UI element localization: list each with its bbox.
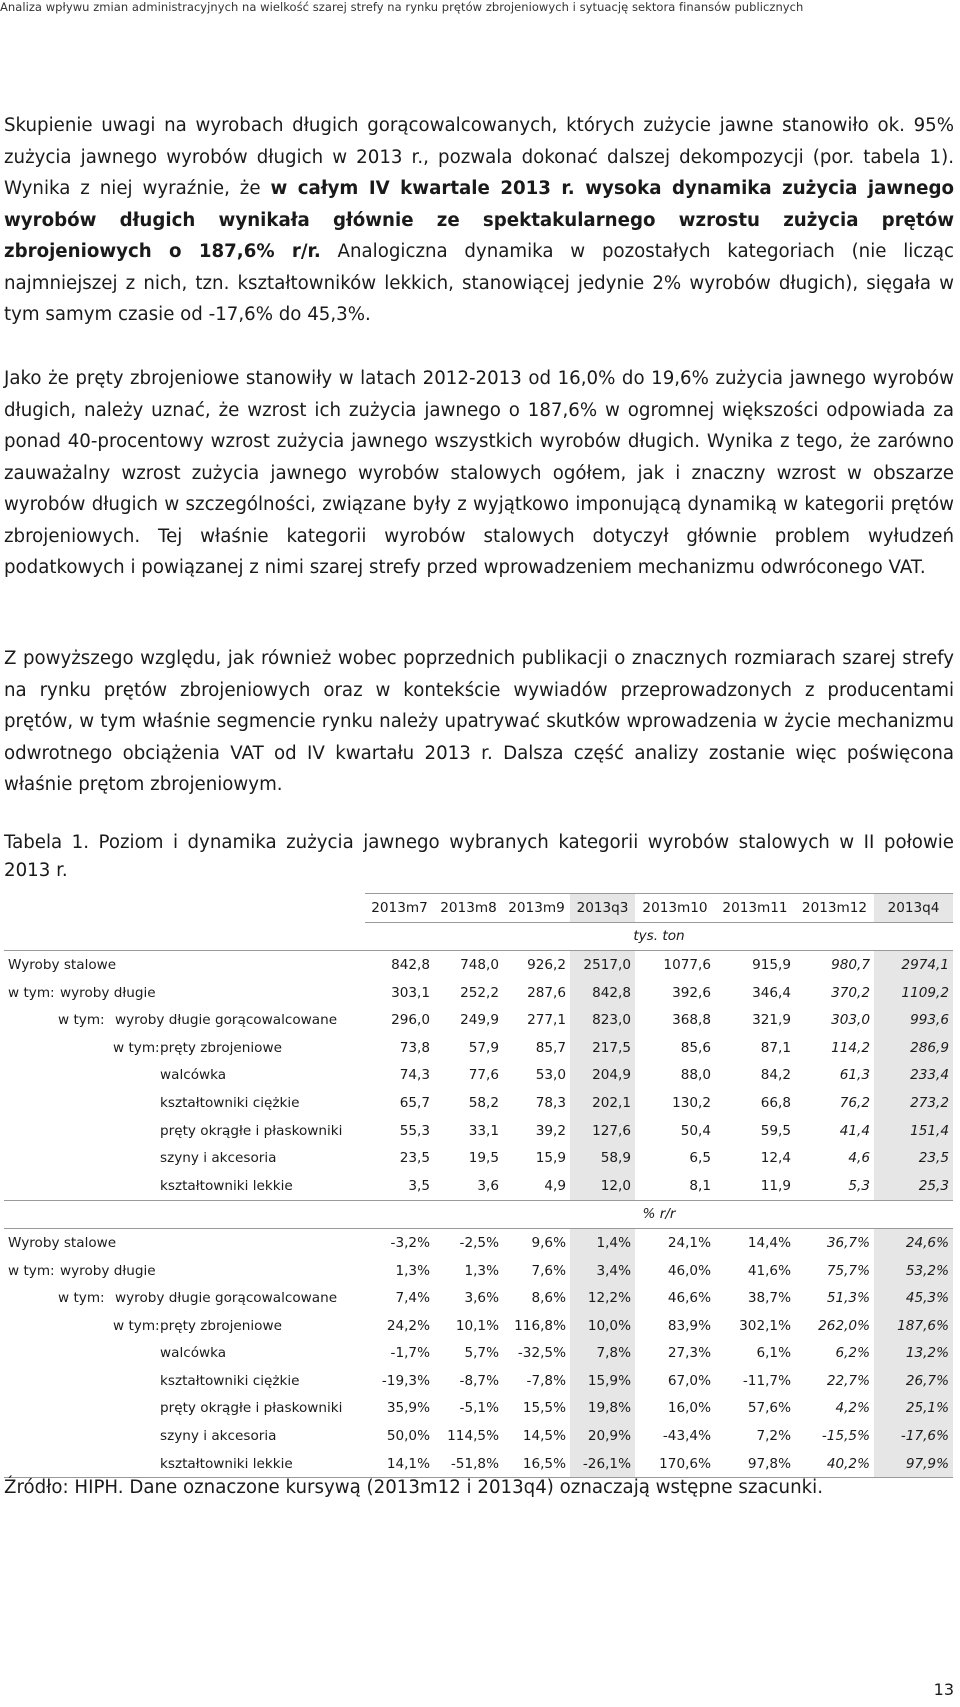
table-cell: 83,9% xyxy=(667,1317,711,1334)
row-prefix: w tym: xyxy=(8,984,55,1001)
table-cell: 842,8 xyxy=(570,979,635,1007)
running-header: Analiza wpływu zmian administracyjnych na wielkość szarej strefy na rynku prętów zbrojeniowych i sytuację sektora finansów publicznych xyxy=(0,0,804,14)
table-cell: 1109,2 xyxy=(874,979,953,1007)
table-cell: 65,7 xyxy=(399,1094,430,1111)
data-table-body xyxy=(4,894,953,1478)
table-cell: 25,1% xyxy=(874,1395,953,1423)
row-label: Wyroby stalowe xyxy=(8,956,117,973)
table-cell: 170,6% xyxy=(635,1450,715,1478)
table-cell: 252,2 xyxy=(460,984,499,1001)
table-cell: 12,4 xyxy=(760,1150,791,1167)
table-cell: 4,6 xyxy=(848,1150,870,1167)
table-cell: 14,1% xyxy=(365,1450,434,1478)
table-cell: -32,5% xyxy=(517,1345,566,1362)
table-cell: 3,4% xyxy=(570,1257,635,1285)
table-cell: 53,2% xyxy=(874,1257,953,1285)
table-cell: 87,1 xyxy=(760,1039,791,1056)
table-cell: 5,7% xyxy=(464,1345,499,1362)
table-cell: 273,2 xyxy=(874,1089,953,1117)
row-label-wrap xyxy=(8,1284,361,1312)
row-label-wrap xyxy=(8,1172,361,1200)
row-label: walcówka xyxy=(160,1067,227,1084)
table-cell: 204,9 xyxy=(570,1062,635,1090)
row-prefix: w tym: xyxy=(8,1262,55,1279)
row-label-cell xyxy=(4,1172,365,1200)
table-cell: 50,0% xyxy=(386,1428,430,1445)
row-label-cell xyxy=(4,1006,365,1034)
table-cell: -17,6% xyxy=(874,1422,953,1450)
table-cell: 116,8% xyxy=(514,1317,566,1334)
table-cell: 36,7% xyxy=(826,1234,870,1251)
table-cell: 3,6% xyxy=(464,1290,499,1307)
table-row xyxy=(4,1089,953,1117)
row-label: pręty zbrojeniowe xyxy=(160,1039,282,1056)
row-label: wyroby długie gorącowalcowane xyxy=(115,1290,338,1307)
row-label-cell xyxy=(4,951,365,979)
table-cell: 7,2% xyxy=(756,1428,791,1445)
table-cell: 13,2% xyxy=(874,1340,953,1368)
table-cell: 78,3 xyxy=(535,1094,566,1111)
row-label-cell xyxy=(4,1229,365,1257)
table-cell: 7,8% xyxy=(570,1340,635,1368)
table-cell: 10,1% xyxy=(455,1317,499,1334)
table-cell: 7,4% xyxy=(395,1290,430,1307)
paragraph-1-text-a: Skupienie uwagi na wyrobach długich gorącowalcowanych, których zużycie jawne stanowiło ok. 95% zużycia jawnego wyrobów długich w 2013 r., pozwala dokonać dalszej dekompozycji (por. tabela 1). Wynika z niej wyraźnie, że xyxy=(4,115,954,199)
table-cell: 980,7 xyxy=(831,956,870,973)
table-cell: 11,9 xyxy=(715,1172,795,1200)
table-cell: 58,2 xyxy=(468,1094,499,1111)
table-cell: 53,0 xyxy=(535,1067,566,1084)
table-cell: 3,5 xyxy=(365,1172,434,1200)
table-cell: 842,8 xyxy=(391,956,430,973)
table-cell: 33,1 xyxy=(468,1122,499,1139)
row-label-cell xyxy=(4,1089,365,1117)
row-label-cell xyxy=(4,1284,365,1312)
row-label: kształtowniki lekkie xyxy=(160,1177,293,1194)
table-cell: 24,1% xyxy=(667,1234,711,1251)
unit-label: % r/r xyxy=(365,1200,953,1229)
table-cell: 286,9 xyxy=(874,1034,953,1062)
table-row xyxy=(4,1229,953,1257)
table-cell: 368,8 xyxy=(672,1012,711,1029)
row-label-cell xyxy=(4,1117,365,1145)
table-cell: -5,1% xyxy=(459,1400,499,1417)
table-cell: 20,9% xyxy=(570,1422,635,1450)
row-label: wyroby długie xyxy=(60,984,156,1001)
row-label: kształtowniki lekkie xyxy=(160,1455,293,1472)
row-label-wrap xyxy=(8,1006,361,1034)
table-cell: 926,2 xyxy=(527,956,566,973)
table-cell: 823,0 xyxy=(570,1006,635,1034)
table-header-row xyxy=(4,894,953,923)
table-cell: 26,7% xyxy=(874,1367,953,1395)
table-cell: 27,3% xyxy=(667,1345,711,1362)
table-cell: 16,0% xyxy=(667,1400,711,1417)
table-cell: 23,5 xyxy=(399,1150,430,1167)
row-label-wrap xyxy=(8,1450,361,1478)
table-cell: 14,5% xyxy=(522,1428,566,1445)
table-cell: 187,6% xyxy=(874,1312,953,1340)
table-cell: 130,2 xyxy=(672,1094,711,1111)
table-cell: 915,9 xyxy=(752,956,791,973)
table-cell: 303,0 xyxy=(831,1012,870,1029)
row-label-wrap xyxy=(8,1340,361,1368)
column-header: 2013m11 xyxy=(715,894,795,923)
unit-row-spacer xyxy=(4,922,365,951)
table-cell: 22,7% xyxy=(826,1372,870,1389)
row-label-wrap xyxy=(8,1117,361,1145)
table-cell: 97,8% xyxy=(715,1450,795,1478)
table-cell: -26,1% xyxy=(570,1450,635,1478)
row-label-cell xyxy=(4,1340,365,1368)
column-header: 2013m7 xyxy=(365,894,434,923)
table-cell: 15,9% xyxy=(570,1367,635,1395)
table-cell: 61,3 xyxy=(839,1067,870,1084)
table-header-empty xyxy=(4,894,365,923)
table-cell: 25,3 xyxy=(874,1172,953,1200)
table-row xyxy=(4,1062,953,1090)
row-label-cell xyxy=(4,1062,365,1090)
table-row xyxy=(4,1450,953,1478)
table-cell: 1077,6 xyxy=(663,956,711,973)
table-cell: 296,0 xyxy=(391,1012,430,1029)
table-cell: 45,3% xyxy=(874,1284,953,1312)
unit-label: tys. ton xyxy=(365,922,953,951)
table-cell: 287,6 xyxy=(527,984,566,1001)
table-row xyxy=(4,979,953,1007)
table-cell: 67,0% xyxy=(667,1372,711,1389)
column-header: 2013m9 xyxy=(503,894,570,923)
column-header: 2013q3 xyxy=(570,894,635,923)
row-label-cell xyxy=(4,1395,365,1423)
table-cell: 50,4 xyxy=(680,1122,711,1139)
table-cell: -7,8% xyxy=(526,1372,566,1389)
table-cell: 88,0 xyxy=(680,1067,711,1084)
table-row xyxy=(4,1117,953,1145)
row-label-cell xyxy=(4,1450,365,1478)
table-cell: 14,4% xyxy=(747,1234,791,1251)
table-cell: -1,7% xyxy=(390,1345,430,1362)
table-cell: 3,6 xyxy=(434,1172,503,1200)
paragraph-3: Z powyższego względu, jak również wobec poprzednich publikacji o znacznych rozmiarach szarej strefy na rynku prętów zbrojeniowych oraz w kontekście wywiadów przeprowadzonych z producentami prętów, w tym właśnie segmencie rynku należy upatrywać skutków wprowadzenia w życie mechanizmu odwrotnego obciążenia VAT od IV kwartału 2013 r. Dalsza część analizy zostanie więc poświęcona właśnie prętom zbrojeniowym. xyxy=(4,648,954,795)
table-cell: -11,7% xyxy=(742,1372,791,1389)
row-label-wrap xyxy=(8,1229,361,1257)
table-cell: 6,5 xyxy=(689,1150,711,1167)
paragraph-1 xyxy=(4,110,954,331)
row-label-wrap xyxy=(8,1395,361,1423)
table-cell: 8,1 xyxy=(635,1172,715,1200)
table-row xyxy=(4,1034,953,1062)
row-label-wrap xyxy=(8,1422,361,1450)
table-cell: 19,8% xyxy=(570,1395,635,1423)
table-cell: 77,6 xyxy=(468,1067,499,1084)
table-cell: 76,2 xyxy=(839,1094,870,1111)
data-table xyxy=(4,893,953,1478)
page-number: 13 xyxy=(933,1680,954,1699)
table-row xyxy=(4,1257,953,1285)
unit-row-dynamics xyxy=(4,1200,953,1229)
table-row xyxy=(4,1284,953,1312)
table-cell: 392,6 xyxy=(672,984,711,1001)
column-header: 2013m8 xyxy=(434,894,503,923)
table-cell: 277,1 xyxy=(527,1012,566,1029)
table-cell: 58,9 xyxy=(570,1144,635,1172)
table-cell: 12,2% xyxy=(570,1284,635,1312)
table-cell: 84,2 xyxy=(760,1067,791,1084)
row-label: wyroby długie gorącowalcowane xyxy=(115,1012,338,1029)
unit-row-levels xyxy=(4,922,953,951)
table-cell: 16,5% xyxy=(503,1450,570,1478)
table-cell: 302,1% xyxy=(739,1317,791,1334)
table-row xyxy=(4,1367,953,1395)
table-row xyxy=(4,1312,953,1340)
table-cell: 202,1 xyxy=(570,1089,635,1117)
table-cell: 19,5 xyxy=(468,1150,499,1167)
table-cell: 346,4 xyxy=(752,984,791,1001)
table-cell: 23,5 xyxy=(874,1144,953,1172)
table-cell: 5,3 xyxy=(795,1172,874,1200)
paragraph-1-bold-text: w całym IV kwartale 2013 r. wysoka dynamika zużycia jawnego wyrobów długich wynikała głównie ze spektakularnego wzrostu zużycia prętów zbrojeniowych o 187,6% r/r. xyxy=(4,178,954,262)
row-label-wrap xyxy=(8,1312,361,1340)
row-prefix: w tym: xyxy=(58,1012,105,1029)
table-cell: 41,4 xyxy=(839,1122,870,1139)
table-cell: 262,0% xyxy=(818,1317,870,1334)
table-cell: 75,7% xyxy=(826,1262,870,1279)
table-cell: 114,5% xyxy=(447,1428,499,1445)
source-note: Źródło: HIPH. Dane oznaczone kursywą (2013m12 i 2013q4) oznaczają wstępne szacunki. xyxy=(4,1477,823,1498)
row-label-cell xyxy=(4,1422,365,1450)
row-label: Wyroby stalowe xyxy=(8,1234,117,1251)
paragraph-1-text-c: Analogiczna dynamika w pozostałych kategoriach (nie licząc najmniejszej z nich, tzn. kształtowników lekkich, stanowiącej jedynie 2% wyrobów długich), sięgała w tym samym czasie od -17,6% do 45,3%. xyxy=(4,241,955,325)
table-cell: -3,2% xyxy=(390,1234,430,1251)
row-label-wrap xyxy=(8,1257,361,1285)
table-cell: -2,5% xyxy=(459,1234,499,1251)
table-cell: 73,8 xyxy=(399,1039,430,1056)
table-cell: 35,9% xyxy=(386,1400,430,1417)
table-cell: 748,0 xyxy=(460,956,499,973)
row-label-wrap xyxy=(8,1144,361,1172)
table-cell: 114,2 xyxy=(831,1039,870,1056)
table-cell: 370,2 xyxy=(831,984,870,1001)
table-cell: 12,0 xyxy=(570,1172,635,1200)
table-cell: 41,6% xyxy=(747,1262,791,1279)
table-cell: 46,0% xyxy=(667,1262,711,1279)
table-cell: 993,6 xyxy=(874,1006,953,1034)
table-cell: 1,3% xyxy=(464,1262,499,1279)
row-label: pręty zbrojeniowe xyxy=(160,1317,282,1334)
row-label: kształtowniki ciężkie xyxy=(160,1372,300,1389)
row-label-wrap xyxy=(8,1367,361,1395)
table-cell: 10,0% xyxy=(570,1312,635,1340)
column-header: 2013m12 xyxy=(795,894,874,923)
table-cell: 303,1 xyxy=(391,984,430,1001)
table-cell: -51,8% xyxy=(434,1450,503,1478)
table-cell: 1,4% xyxy=(570,1229,635,1257)
table-row xyxy=(4,1144,953,1172)
table-cell: -8,7% xyxy=(459,1372,499,1389)
table-row xyxy=(4,1340,953,1368)
table-cell: 321,9 xyxy=(752,1012,791,1029)
table-cell: 9,6% xyxy=(531,1234,566,1251)
table-cell: 15,9 xyxy=(535,1150,566,1167)
table-row xyxy=(4,1006,953,1034)
row-label-wrap xyxy=(8,951,361,979)
table-cell: 55,3 xyxy=(399,1122,430,1139)
table-cell: 38,7% xyxy=(747,1290,791,1307)
table-cell: 66,8 xyxy=(760,1094,791,1111)
row-label: szyny i akcesoria xyxy=(160,1428,277,1445)
table-cell: 2974,1 xyxy=(874,951,953,979)
table-cell: 8,6% xyxy=(531,1290,566,1307)
paragraph-2: Jako że pręty zbrojeniowe stanowiły w latach 2012-2013 od 16,0% do 19,6% zużycia jawnego wyrobów długich, należy uznać, że wzrost ich zużycia jawnego o 187,6% w ogromnej większości odpowiada za ponad 40-procentowy wzrost zużycia jawnego wszystkich wyrobów długich. Wynika z tego, że zarówno zauważalny wzrost zużycia jawnego wyrobów stalowych ogółem, jak i znaczny wzrost w obszarze wyrobów długich w szczególności, związane były z wyjątkowo imponującą dynamiką w kategorii prętów zbrojeniowych. Tej właśnie kategorii wyrobów stalowych dotyczył głównie problem wyłudzeń podatkowych i powiązanej z nimi szarej strefy przed wprowadzeniem mechanizmu odwróconego VAT. xyxy=(4,368,954,578)
table-cell: 46,6% xyxy=(667,1290,711,1307)
table-cell: -43,4% xyxy=(662,1428,711,1445)
row-prefix: w tym: xyxy=(58,1290,105,1307)
table-cell: 4,2% xyxy=(835,1400,870,1417)
table-cell: 6,1% xyxy=(756,1345,791,1362)
table-cell: -15,5% xyxy=(821,1428,870,1445)
table-cell: 1,3% xyxy=(395,1262,430,1279)
row-label-cell xyxy=(4,1312,365,1340)
table-caption: Tabela 1. Poziom i dynamika zużycia jawnego wybranych kategorii wyrobów stalowych w II połowie 2013 r. xyxy=(4,832,954,881)
table-row xyxy=(4,1422,953,1450)
table-cell: 24,2% xyxy=(386,1317,430,1334)
table-cell: 6,2% xyxy=(835,1345,870,1362)
table-cell: 249,9 xyxy=(460,1012,499,1029)
table-cell: 151,4 xyxy=(874,1117,953,1145)
row-label-cell xyxy=(4,1034,365,1062)
table-cell: 24,6% xyxy=(874,1229,953,1257)
table-cell: 217,5 xyxy=(570,1034,635,1062)
table-cell: 40,2% xyxy=(795,1450,874,1478)
table-cell: 15,5% xyxy=(522,1400,566,1417)
table-cell: 39,2 xyxy=(535,1122,566,1139)
table-row xyxy=(4,951,953,979)
table-cell: 57,6% xyxy=(747,1400,791,1417)
table-cell: 59,5 xyxy=(760,1122,791,1139)
table-cell: 127,6 xyxy=(570,1117,635,1145)
table-cell: 51,3% xyxy=(826,1290,870,1307)
table-cell: 97,9% xyxy=(874,1450,953,1478)
row-label: walcówka xyxy=(160,1345,227,1362)
row-label-cell xyxy=(4,1257,365,1285)
table-cell: 7,6% xyxy=(531,1262,566,1279)
row-label: kształtowniki ciężkie xyxy=(160,1094,300,1111)
unit-row-spacer xyxy=(4,1200,365,1229)
row-label: wyroby długie xyxy=(60,1262,156,1279)
column-header: 2013m10 xyxy=(635,894,715,923)
row-label-cell xyxy=(4,1367,365,1395)
row-label-cell xyxy=(4,1144,365,1172)
table-row xyxy=(4,1172,953,1200)
table-cell: 57,9 xyxy=(468,1039,499,1056)
table-cell: 74,3 xyxy=(399,1067,430,1084)
row-label: pręty okrągłe i płaskowniki xyxy=(160,1400,343,1417)
row-label: szyny i akcesoria xyxy=(160,1150,277,1167)
row-prefix: w tym: xyxy=(113,1317,160,1334)
table-cell: 4,9 xyxy=(503,1172,570,1200)
row-label-wrap xyxy=(8,1062,361,1090)
table-cell: -19,3% xyxy=(381,1372,430,1389)
row-label-wrap xyxy=(8,1034,361,1062)
row-label-cell xyxy=(4,979,365,1007)
table-row xyxy=(4,1395,953,1423)
row-prefix: w tym: xyxy=(113,1039,160,1056)
table-cell: 85,7 xyxy=(535,1039,566,1056)
row-label-wrap xyxy=(8,979,361,1007)
table-cell: 233,4 xyxy=(874,1062,953,1090)
column-header: 2013q4 xyxy=(874,894,953,923)
table-cell: 85,6 xyxy=(680,1039,711,1056)
table-cell: 2517,0 xyxy=(570,951,635,979)
row-label-wrap xyxy=(8,1089,361,1117)
row-label: pręty okrągłe i płaskowniki xyxy=(160,1122,343,1139)
